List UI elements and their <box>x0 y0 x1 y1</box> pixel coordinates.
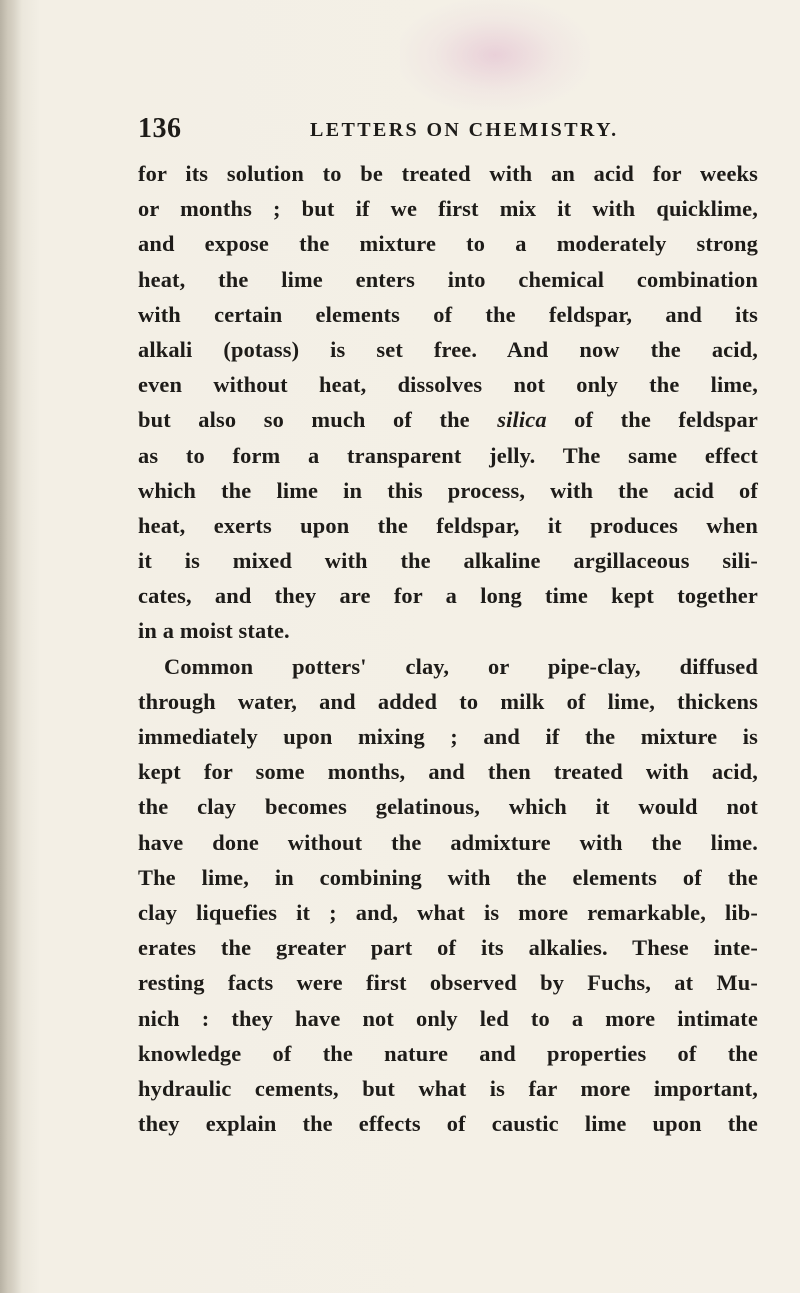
body-text <box>138 156 758 1141</box>
text-line: kept for some months, and then treated with acid, <box>138 759 758 785</box>
text-line: nich : they have not only led to a more intimate <box>138 1005 758 1031</box>
text-line: with certain elements of the feldspar, and its <box>138 301 758 327</box>
text-line: alkali (potass) is set free. And now the acid, <box>138 336 758 362</box>
page-number: 136 <box>138 113 182 144</box>
text-line: they explain the effects of caustic lime upon the <box>138 1111 758 1137</box>
text-line: which the lime in this process, with the acid of <box>138 477 758 503</box>
text-line: through water, and added to milk of lime, thickens <box>138 688 758 714</box>
text-line: it is mixed with the alkaline argillaceous sili- <box>138 548 758 574</box>
text-line: resting facts were first observed by Fuchs, at Mu- <box>138 970 758 996</box>
text-run: of the feldspar <box>546 407 758 433</box>
text-line: immediately upon mixing ; and if the mixture is <box>138 724 758 749</box>
text-line: and expose the mixture to a moderately strong <box>138 231 758 257</box>
text-line: The lime, in combining with the elements of the <box>138 864 758 890</box>
text-line: as to form a transparent jelly. The same effect <box>138 442 758 468</box>
binding-gutter <box>0 0 22 1293</box>
page-header <box>138 112 758 146</box>
text-line: the clay becomes gelatinous, which it would not <box>138 794 758 820</box>
paragraph <box>138 649 758 1142</box>
text-line: Common potters' clay, or pipe-clay, diffused <box>164 653 758 679</box>
italic-term: silica <box>497 407 547 433</box>
text-line: heat, exerts upon the feldspar, it produces when <box>138 512 758 538</box>
text-line: knowledge of the nature and properties of the <box>138 1040 758 1066</box>
page-stain <box>400 0 590 110</box>
text-line: hydraulic cements, but what is far more important, <box>138 1075 758 1101</box>
text-line: even without heat, dissolves not only the lime, <box>138 372 758 398</box>
paragraph <box>138 156 758 649</box>
running-title: LETTERS ON CHEMISTRY. <box>310 119 619 141</box>
text-line: or months ; but if we first mix it with quicklime, <box>138 196 758 222</box>
text-line: heat, the lime enters into chemical combination <box>138 266 758 292</box>
text-line: erates the greater part of its alkalies. These inte- <box>138 935 758 961</box>
text-line <box>138 402 758 437</box>
text-line: clay liquefies it ; and, what is more remarkable, lib- <box>138 899 758 925</box>
text-line: cates, and they are for a long time kept together <box>138 583 758 609</box>
text-line: for its solution to be treated with an acid for weeks <box>138 161 758 186</box>
text-run: but also so much of the <box>138 407 498 433</box>
text-line: in a moist state. <box>138 618 290 644</box>
text-line: have done without the admixture with the lime. <box>138 829 758 855</box>
